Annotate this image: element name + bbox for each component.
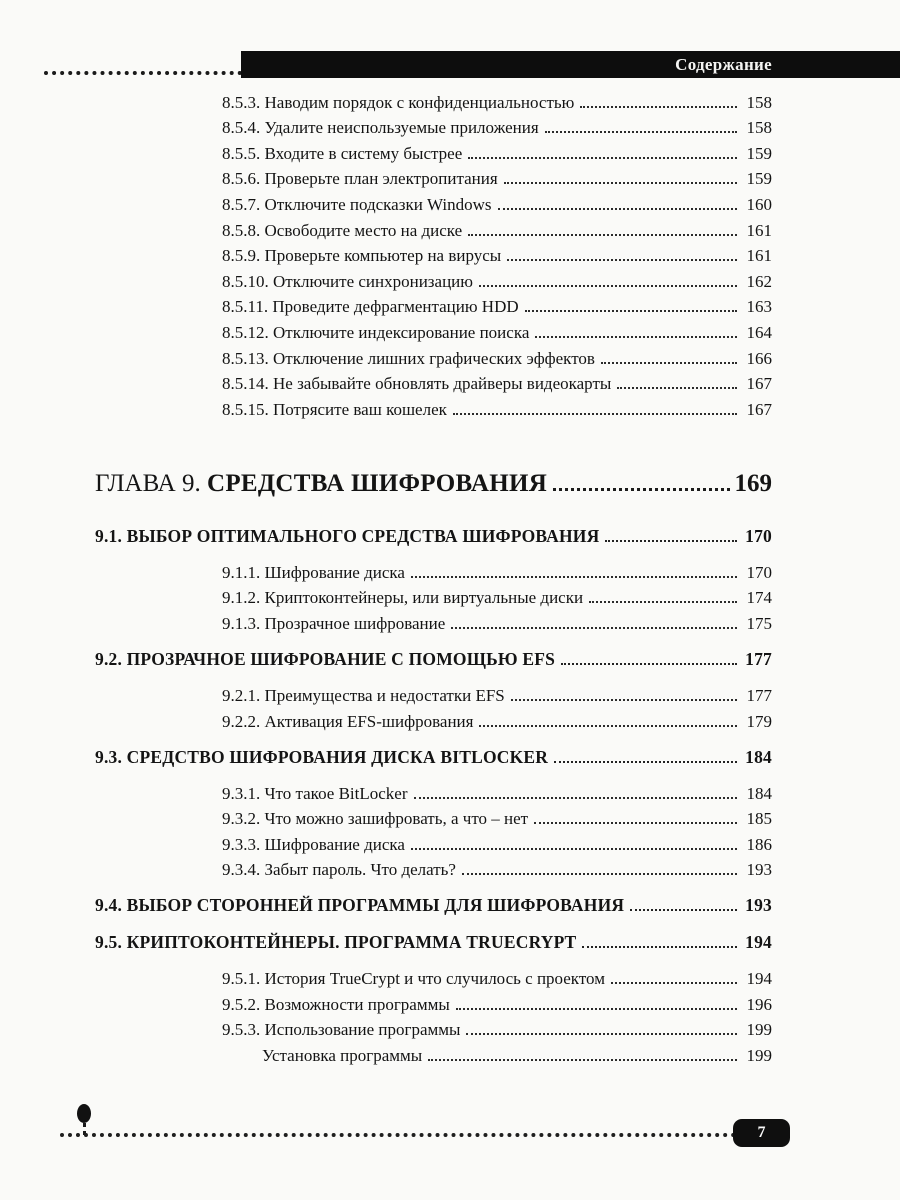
page-title: Содержание [675, 54, 772, 74]
toc-entry-label: 8.5.15. Потрясите ваш кошелек [222, 399, 447, 419]
toc-entry-label: 9.5.1. История TrueCrypt и что случилось с проектом [222, 969, 605, 989]
toc-entry-page: 170 [746, 562, 772, 582]
dot-leader [605, 540, 737, 542]
toc-entry-label: 9.3. СРЕДСТВО ШИФРОВАНИЯ ДИСКА BITLOCKER [95, 746, 549, 767]
toc-entry-page: 162 [746, 271, 772, 291]
toc-entry-page: 159 [746, 169, 772, 189]
toc-entry [95, 244, 772, 267]
toc-entry [95, 745, 772, 770]
toc-entry-label: 8.5.14. Не забывайте обновлять драйверы видеокарты [222, 374, 612, 394]
toc-entry-label: 9.3.4. Забыт пароль. Что делать? [222, 860, 456, 880]
dot-leader [466, 1033, 737, 1035]
toc-entry-label: 8.5.8. Освободите место на диске [222, 220, 463, 240]
dot-leader [414, 797, 737, 799]
toc-entry-page: 167 [746, 374, 772, 394]
toc-entry-label: 9.2.2. Активация EFS-шифрования [222, 711, 474, 731]
dot-leader [479, 285, 737, 287]
dot-leader [411, 576, 737, 578]
toc-entry [95, 167, 772, 190]
dot-leader [553, 488, 729, 491]
toc-entry-page: 193 [745, 895, 772, 916]
page-number: 7 [757, 1124, 766, 1141]
toc-entry-label: 9.3.2. Что можно зашифровать, а что – нет [222, 809, 529, 829]
toc-entry-page: 194 [746, 969, 772, 989]
toc-entry [95, 586, 772, 609]
toc-entry [95, 1018, 772, 1041]
toc-entry [95, 782, 772, 805]
toc-entry-page: 163 [746, 297, 772, 317]
toc-entry [95, 710, 772, 733]
toc-entry [95, 893, 772, 918]
toc-entry-page: 161 [746, 220, 772, 240]
dot-leader [601, 362, 737, 364]
toc-entry [95, 321, 772, 344]
header-dotted-rule [44, 71, 242, 75]
toc-entry-label: 8.5.5. Входите в систему быстрее [222, 143, 463, 163]
toc-entry-page: 185 [746, 809, 772, 829]
toc-entry-page: 161 [746, 246, 772, 266]
toc-entry-page: 184 [746, 783, 772, 803]
dot-leader [554, 761, 737, 763]
chapter-title: СРЕДСТВА ШИФРОВАНИЯ [207, 469, 548, 497]
toc-entry [95, 930, 772, 955]
toc-entry [95, 372, 772, 395]
footer-dot-ornament [77, 1104, 91, 1123]
toc-entry-label: 9.2. ПРОЗРАЧНОЕ ШИФРОВАНИЕ С ПОМОЩЬЮ EFS [95, 648, 556, 669]
dot-leader [611, 982, 737, 984]
dot-leader [462, 873, 737, 875]
toc-entry [95, 1044, 772, 1067]
table-of-contents [95, 88, 772, 1070]
toc-entry-label: 9.5. КРИПТОКОНТЕЙНЕРЫ. ПРОГРАММА TRUECRYPT [95, 932, 577, 953]
dot-leader [456, 1008, 737, 1010]
toc-entry-label: 9.5.3. Использование программы [222, 1020, 461, 1040]
toc-entry [95, 219, 772, 242]
toc-entry-page: 186 [746, 834, 772, 854]
dot-leader [498, 208, 737, 210]
toc-entry-label: 8.5.10. Отключите синхронизацию [222, 271, 473, 291]
toc-entry [95, 561, 772, 584]
dot-leader [411, 848, 737, 850]
toc-entry-label: 8.5.3. Наводим порядок с конфиденциальностью [222, 92, 575, 112]
toc-entry-label: 8.5.9. Проверьте компьютер на вирусы [222, 246, 502, 266]
toc-entry [95, 993, 772, 1016]
dot-leader [468, 157, 737, 159]
toc-entry-page: 164 [746, 322, 772, 342]
toc-entry-page: 199 [746, 1046, 772, 1066]
dot-leader [630, 909, 737, 911]
toc-entry [95, 270, 772, 293]
toc-entry-label: 9.1. ВЫБОР ОПТИМАЛЬНОГО СРЕДСТВА ШИФРОВАНИЯ [95, 525, 600, 546]
toc-entry [95, 833, 772, 856]
toc-entry [95, 193, 772, 216]
toc-entry [95, 807, 772, 830]
dot-leader [589, 601, 737, 603]
dot-leader [582, 946, 737, 948]
toc-entry-page: 175 [746, 613, 772, 633]
toc-entry-page: 159 [746, 143, 772, 163]
toc-entry-page: 158 [746, 118, 772, 138]
toc-entry-label: 8.5.4. Удалите неиспользуемые приложения [222, 118, 539, 138]
toc-entry-page: 166 [746, 348, 772, 368]
toc-entry-label: 8.5.13. Отключение лишних графических эффектов [222, 348, 595, 368]
toc-entry-page: 196 [746, 994, 772, 1014]
toc-entry-label [95, 467, 547, 500]
toc-entry [95, 295, 772, 318]
toc-entry-label: 8.5.11. Проведите дефрагментацию HDD [222, 297, 519, 317]
dot-leader [534, 822, 737, 824]
chapter-number: ГЛАВА 9. [95, 469, 207, 497]
toc-entry-page: 170 [745, 525, 772, 546]
toc-entry-label: 8.5.7. Отключите подсказки Windows [222, 194, 492, 214]
toc-entry-label: 9.1.3. Прозрачное шифрование [222, 613, 446, 633]
toc-entry-label: 9.3.1. Что такое BitLocker [222, 783, 408, 803]
toc-entry-page: 160 [746, 194, 772, 214]
toc-entry-page: 184 [745, 746, 772, 767]
dot-leader [561, 663, 737, 665]
toc-entry-page: 193 [746, 860, 772, 880]
toc-entry [95, 347, 772, 370]
toc-entry-page: 194 [745, 932, 772, 953]
toc-entry-page: 174 [746, 588, 772, 608]
toc-entry-label: 9.2.1. Преимущества и недостатки EFS [222, 685, 505, 705]
toc-entry-page: 199 [746, 1020, 772, 1040]
dot-leader [580, 106, 737, 108]
toc-entry-label: 8.5.6. Проверьте план электропитания [222, 169, 498, 189]
toc-entry [95, 612, 772, 635]
toc-entry [95, 684, 772, 707]
dot-leader [479, 725, 737, 727]
dot-leader [617, 387, 737, 389]
dot-leader [453, 413, 737, 415]
dot-leader [428, 1059, 737, 1061]
dot-leader [507, 259, 737, 261]
dot-leader [525, 310, 737, 312]
toc-entry-page: 179 [746, 711, 772, 731]
dot-leader [451, 627, 737, 629]
toc-entry-label: 9.5.2. Возможности программы [222, 994, 450, 1014]
toc-entry-label: Установка программы [262, 1046, 423, 1066]
toc-entry [95, 858, 772, 881]
toc-entry [95, 116, 772, 139]
toc-entry [95, 467, 772, 500]
dot-leader [511, 699, 737, 701]
page-header [241, 51, 900, 78]
page-number-badge [733, 1119, 790, 1147]
toc-entry [95, 524, 772, 549]
toc-entry-label: 9.1.1. Шифрование диска [222, 562, 405, 582]
toc-entry-page: 167 [746, 399, 772, 419]
toc-entry-page: 169 [734, 469, 772, 497]
toc-entry [95, 647, 772, 672]
dot-leader [504, 182, 737, 184]
toc-entry [95, 91, 772, 114]
toc-entry [95, 398, 772, 421]
toc-entry-page: 158 [746, 92, 772, 112]
toc-entry-label: 9.4. ВЫБОР СТОРОННЕЙ ПРОГРАММЫ ДЛЯ ШИФРОВАНИЯ [95, 895, 625, 916]
toc-entry [95, 967, 772, 990]
toc-entry [95, 142, 772, 165]
dot-leader [468, 234, 737, 236]
toc-entry-label: 8.5.12. Отключите индексирование поиска [222, 322, 530, 342]
dot-leader [545, 131, 737, 133]
toc-entry-label: 9.1.2. Криптоконтейнеры, или виртуальные диски [222, 588, 584, 608]
toc-entry-label: 9.3.3. Шифрование диска [222, 834, 405, 854]
toc-entry-page: 177 [745, 648, 772, 669]
toc-entry-page: 177 [746, 685, 772, 705]
footer-dotted-rule [60, 1133, 736, 1137]
dot-leader [535, 336, 737, 338]
